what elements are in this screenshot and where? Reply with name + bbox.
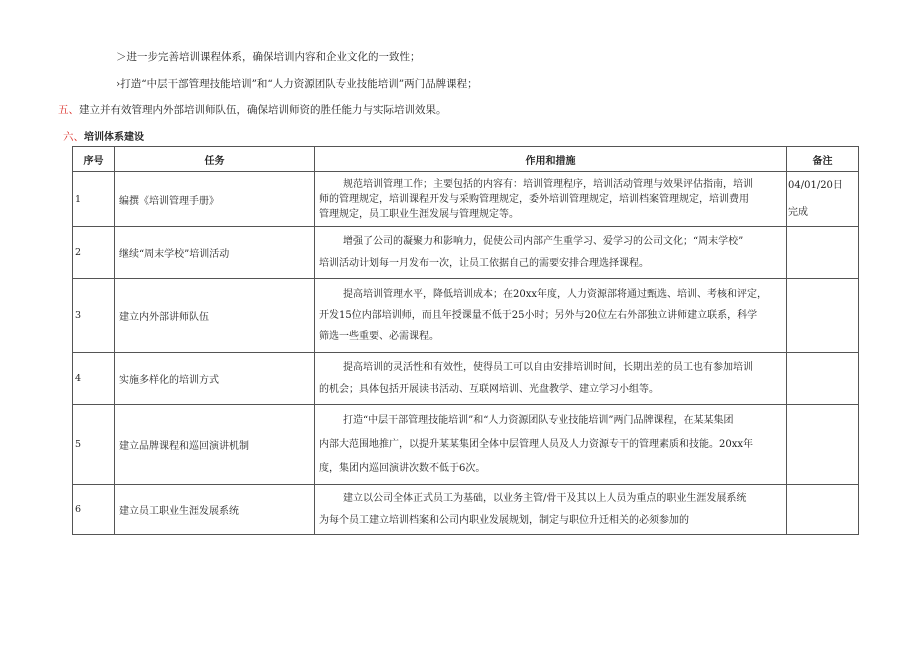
table-row [73, 353, 859, 405]
table-row [73, 279, 859, 353]
row-measures [315, 172, 787, 227]
measure-line: 内部大范围地推广，以提升某某集团全体中层管理人员及人力资源专干的管理素质和技能。20xx年 [319, 438, 754, 450]
measure-line: 培训活动计划每一月发布一次，让员工依据自己的需要安排合理选择课程。 [319, 257, 649, 269]
header-measures: 作用和措施 [315, 147, 787, 172]
table-row [73, 485, 859, 535]
intro-line-2: ›打造“中层干部管理技能培训”和“人力资源团队专业技能培训”两门品牌课程； [116, 78, 478, 90]
intro-line-1: ＞进一步完善培训课程体系，确保培训内容和企业文化的一致性； [116, 51, 421, 63]
row-measures [315, 227, 787, 279]
measure-line: 度，集团内巡回演讲次数不低于6次。 [319, 462, 486, 474]
row-task: 继续“周末学校”培训活动 [115, 227, 315, 279]
row-task: 建立内外部讲师队伍 [115, 279, 315, 353]
row-number: 4 [73, 353, 115, 405]
row-number: 3 [73, 279, 115, 353]
row-note [787, 485, 859, 535]
measure-line: 筛选一些重要、必需课程。 [319, 331, 439, 342]
table-row [73, 405, 859, 485]
section-6-number: 六、 [63, 131, 84, 143]
section-5-number: 五、 [58, 104, 79, 116]
measure-line: 规范培训管理工作；主要包括的内容有：培训管理程序，培训活动管理与效果评估指南，培训 [343, 178, 753, 190]
header-note: 备注 [787, 147, 859, 172]
row-task: 编撰《培训管理手册》 [115, 172, 315, 227]
measure-line: 提高培训的灵活性和有效性，使得员工可以自由安排培训时间，长期出差的员工也有参加培训 [343, 361, 753, 373]
row-number: 5 [73, 405, 115, 485]
row-number: 6 [73, 485, 115, 535]
note-line: 04/01/20日 [788, 180, 843, 191]
section-5-text: 建立并有效管理内外部培训师队伍，确保培训师资的胜任能力与实际培训效果。 [79, 104, 447, 116]
measure-line: 打造“中层干部管理技能培训”和“人力资源团队专业技能培训”两门品牌课程，在某某集团 [343, 414, 734, 426]
measure-line: 开发15位内部培训师，而且年授课量不低于25小时；另外与20位左右外部独立讲师建立联系，科学 [319, 310, 758, 321]
section-5 [58, 103, 447, 117]
row-measures [315, 485, 787, 535]
row-measures [315, 279, 787, 353]
row-task: 实施多样化的培训方式 [115, 353, 315, 405]
row-measures [315, 405, 787, 485]
row-note [787, 172, 859, 227]
header-task: 任务 [115, 147, 315, 172]
row-task: 建立品牌课程和巡回演讲机制 [115, 405, 315, 485]
table-row [73, 172, 859, 227]
measure-line: 师的管理规定，培训课程开发与采购管理规定，委外培训管理规定，培训档案管理规定，培训费用 [319, 193, 749, 205]
measure-line: 增强了公司的凝聚力和影响力，促使公司内部产生重学习、爱学习的公司文化；“周末学校” [343, 235, 744, 247]
measure-line: 提高培训管理水平，降低培训成本；在20xx年度，人力资源部将通过甄选、培训、考核和评定， [343, 289, 768, 300]
row-note [787, 279, 859, 353]
note-line: 完成 [788, 207, 808, 218]
table-row [73, 227, 859, 279]
measure-line: 的机会；具体包括开展读书活动、互联网培训、光盘教学、建立学习小组等。 [319, 383, 659, 395]
header-number: 序号 [73, 147, 115, 172]
section-6-title: 培训体系建设 [84, 132, 144, 143]
measure-line: 为每个员工建立培训档案和公司内职业发展规划，制定与职位升迁相关的必须参加的 [319, 514, 689, 526]
row-number: 1 [73, 172, 115, 227]
row-note [787, 405, 859, 485]
section-6-heading [63, 130, 144, 145]
table-header-row [73, 147, 859, 172]
row-task: 建立员工职业生涯发展系统 [115, 485, 315, 535]
row-number: 2 [73, 227, 115, 279]
row-note [787, 353, 859, 405]
measure-line: 建立以公司全体正式员工为基础，以业务主管/骨干及其以上人员为重点的职业生涯发展系统 [343, 492, 747, 504]
measure-line: 管理规定，员工职业生涯发展与管理规定等。 [319, 208, 519, 220]
row-note [787, 227, 859, 279]
training-plan-table [72, 146, 859, 535]
row-measures [315, 353, 787, 405]
